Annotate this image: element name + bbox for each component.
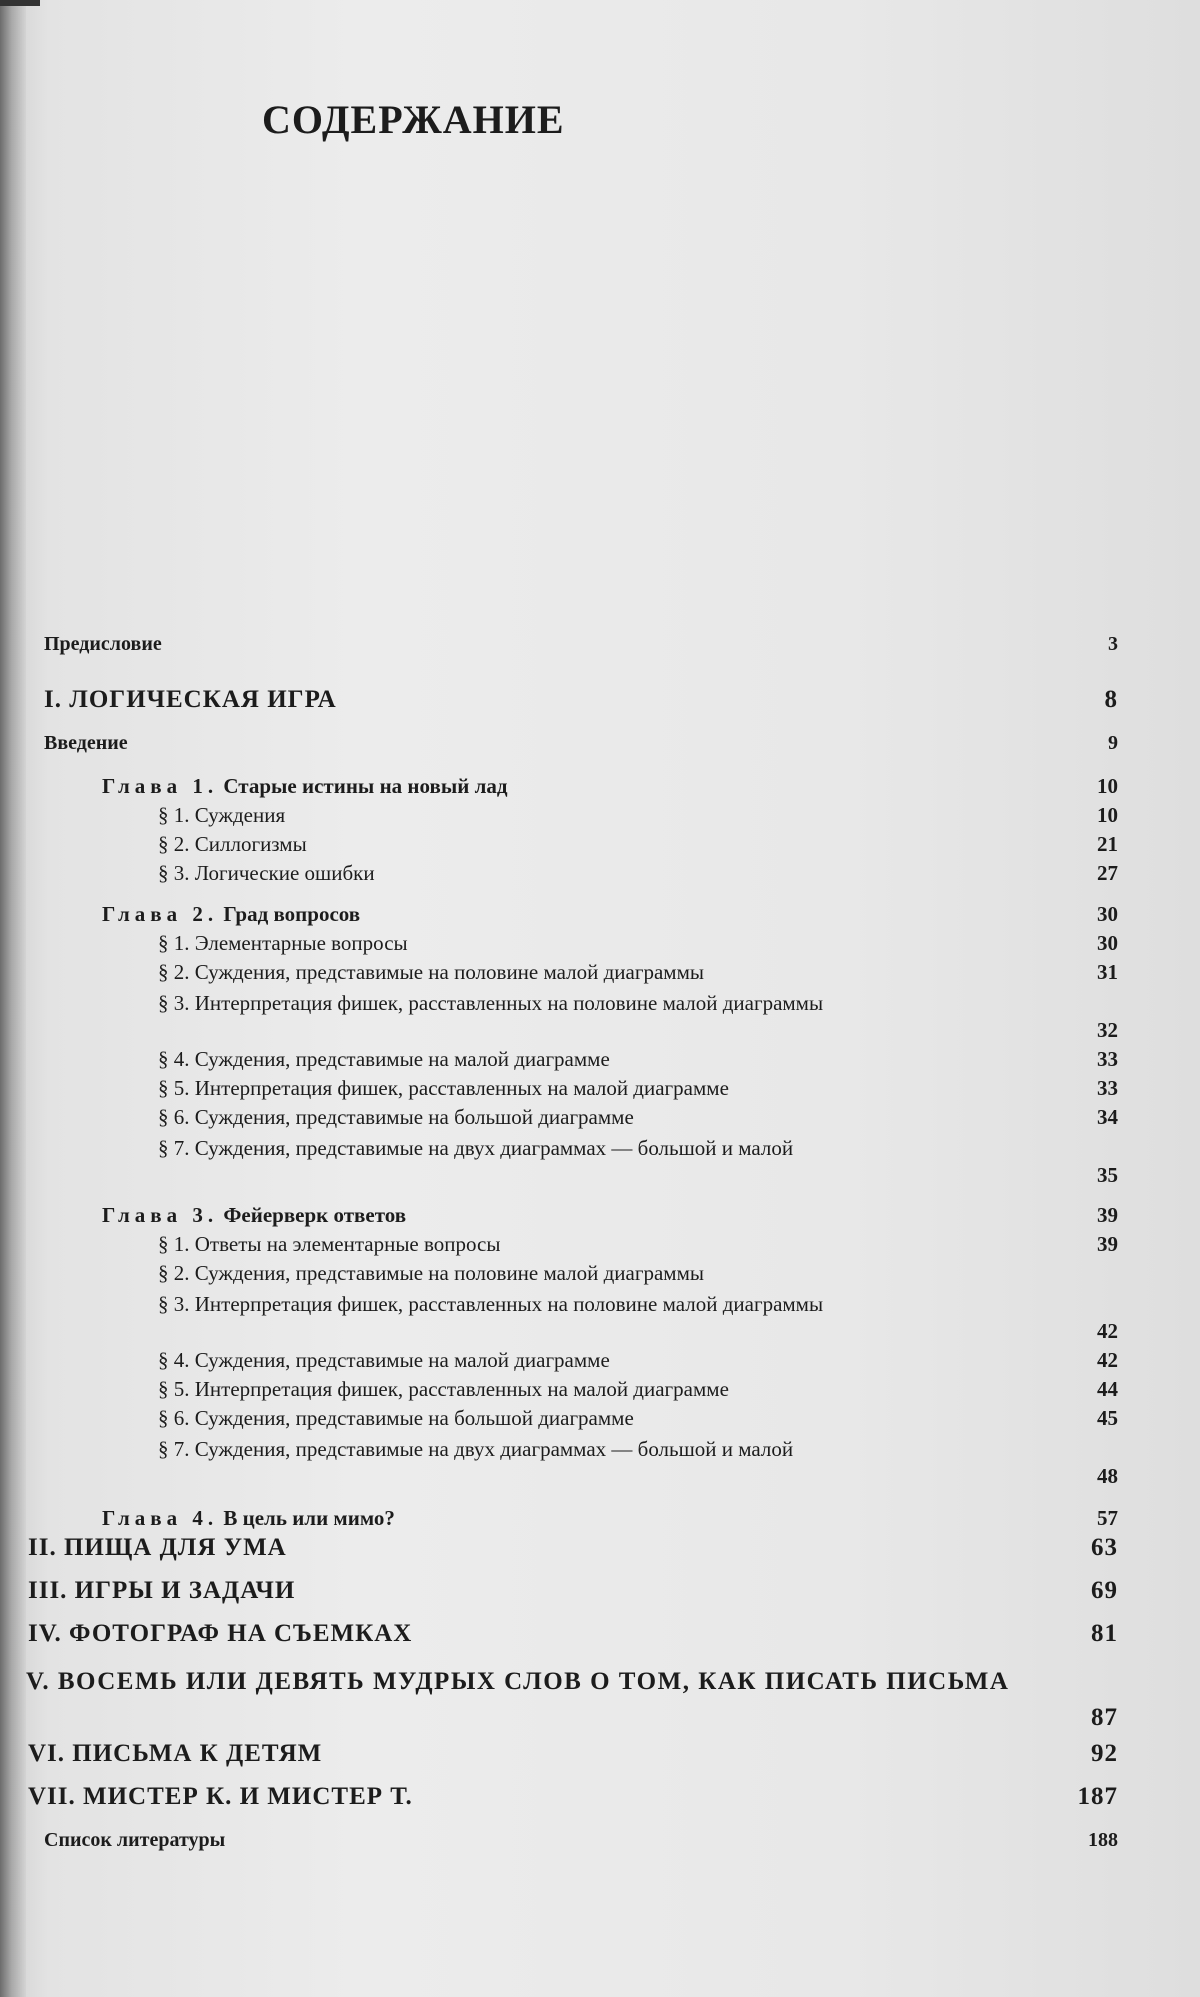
toc-entry-page: 48 <box>1097 1464 1118 1488</box>
toc-entry-title: Список литературы <box>44 1829 226 1851</box>
toc-entry-title: § 5. Интерпретация фишек, расставленных на малой диаграмме <box>158 1076 729 1100</box>
toc-entry-page: 35 <box>1097 1163 1118 1187</box>
toc-entry-title: § 2. Суждения, представимые на половине малой диаграммы <box>158 1261 704 1285</box>
toc-entry-page: 42 <box>1097 1348 1118 1372</box>
toc-entry-page: 92 <box>1091 1740 1118 1767</box>
toc-entry-title: § 1. Ответы на элементарные вопросы <box>158 1232 501 1256</box>
toc-entry-title: VI. ПИСЬМА К ДЕТЯМ <box>28 1740 323 1767</box>
toc-entry-title: § 2. Силлогизмы <box>158 832 307 856</box>
toc-entry-page: 69 <box>1091 1577 1118 1604</box>
toc-entry-page: 34 <box>1097 1105 1118 1129</box>
toc-entry-page: 27 <box>1097 861 1118 885</box>
toc-entry-page: 33 <box>1097 1047 1118 1071</box>
toc-entry-page: 188 <box>1088 1829 1118 1851</box>
toc-entry-title: § 6. Суждения, представимые на большой диаграмме <box>158 1406 634 1430</box>
toc-entry-page: 8 <box>1104 686 1118 713</box>
toc-entry-page: 87 <box>1091 1704 1118 1731</box>
toc-entry-title: § 7. Суждения, представимые на двух диаграммах — большой и малой <box>158 1437 794 1461</box>
toc-entry-page: 42 <box>1097 1319 1118 1343</box>
chapter-title: Старые истины на новый лад <box>223 774 508 798</box>
toc-entry-title: V. ВОСЕМЬ ИЛИ ДЕВЯТЬ МУДРЫХ СЛОВ О ТОМ, КАК ПИСАТЬ ПИСЬМА <box>26 1668 1010 1695</box>
toc-entry-page: 63 <box>1091 1534 1118 1561</box>
toc-entry-title: § 3. Логические ошибки <box>158 861 375 885</box>
toc-entry-page: 30 <box>1097 931 1118 955</box>
toc-entry-page: 10 <box>1097 803 1118 827</box>
toc-entry-page: 21 <box>1097 832 1118 856</box>
toc-entry-title: § 7. Суждения, представимые на двух диаграммах — большой и малой <box>158 1136 794 1160</box>
toc-entry-title <box>102 1506 395 1531</box>
toc-entry-title: § 4. Суждения, представимые на малой диаграмме <box>158 1047 610 1071</box>
toc-entry-section[interactable] <box>0 1134 1200 1192</box>
chapter-label: Глава 2. <box>102 902 219 926</box>
toc-entry-part-5[interactable] <box>0 1660 1200 1750</box>
toc-entry-title <box>102 902 360 927</box>
toc-entry-title <box>102 774 507 799</box>
toc-entry-page: 30 <box>1097 902 1118 926</box>
chapter-title: Град вопросов <box>223 902 361 926</box>
chapter-label: Глава 1. <box>102 774 219 798</box>
toc-entry-title: IV. ФОТОГРАФ НА СЪЕМКАХ <box>28 1620 413 1647</box>
toc-entry-page: 187 <box>1077 1783 1118 1810</box>
toc-entry-page: 33 <box>1097 1076 1118 1100</box>
toc-entry-title: II. ПИЩА ДЛЯ УМА <box>28 1534 287 1561</box>
toc-entry-section[interactable] <box>0 989 1200 1047</box>
page-title: СОДЕРЖАНИЕ <box>262 97 565 142</box>
toc-entry-title: § 5. Интерпретация фишек, расставленных на малой диаграмме <box>158 1377 729 1401</box>
toc-entry-page: 32 <box>1097 1018 1118 1042</box>
toc-entry-title: I. ЛОГИЧЕСКАЯ ИГРА <box>44 686 337 713</box>
toc-entry-title: § 3. Интерпретация фишек, расставленных на половине малой диаграммы <box>158 1292 824 1316</box>
toc-entry-title: § 6. Суждения, представимые на большой диаграмме <box>158 1105 634 1129</box>
toc-entry-page: 31 <box>1097 960 1118 984</box>
toc-entry-page: 39 <box>1097 1232 1118 1256</box>
toc-entry-section[interactable] <box>0 1290 1200 1348</box>
chapter-label: Глава 3. <box>102 1203 219 1227</box>
toc-entry-title: § 1. Элементарные вопросы <box>158 931 408 955</box>
toc-entry-page: 45 <box>1097 1406 1118 1430</box>
toc-entry-title: Введение <box>44 732 128 754</box>
toc-entry-title: § 2. Суждения, представимые на половине малой диаграммы <box>158 960 704 984</box>
toc-entry-page: 10 <box>1097 774 1118 798</box>
toc-entry-page: 57 <box>1097 1506 1118 1530</box>
toc-entry-title: VII. МИСТЕР К. И МИСТЕР Т. <box>28 1783 413 1810</box>
toc-entry-title: § 1. Суждения <box>158 803 286 827</box>
chapter-title: Фейерверк ответов <box>223 1203 407 1227</box>
chapter-title: В цель или мимо? <box>223 1506 395 1530</box>
toc-entry-title: III. ИГРЫ И ЗАДАЧИ <box>28 1577 296 1604</box>
toc-entry-title <box>102 1203 406 1228</box>
toc-entry-page: 9 <box>1108 732 1118 754</box>
toc-entry-title: Предисловие <box>44 633 162 655</box>
toc-entry-page: 3 <box>1108 633 1118 655</box>
toc-entry-title: § 3. Интерпретация фишек, расставленных на половине малой диаграммы <box>158 991 824 1015</box>
toc-entry-page: 44 <box>1097 1377 1118 1401</box>
toc-entry-page: 39 <box>1097 1203 1118 1227</box>
toc-entry-section[interactable] <box>0 1435 1200 1493</box>
chapter-label: Глава 4. <box>102 1506 219 1530</box>
toc-entry-page: 81 <box>1091 1620 1118 1647</box>
toc-entry-title: § 4. Суждения, представимые на малой диаграмме <box>158 1348 610 1372</box>
